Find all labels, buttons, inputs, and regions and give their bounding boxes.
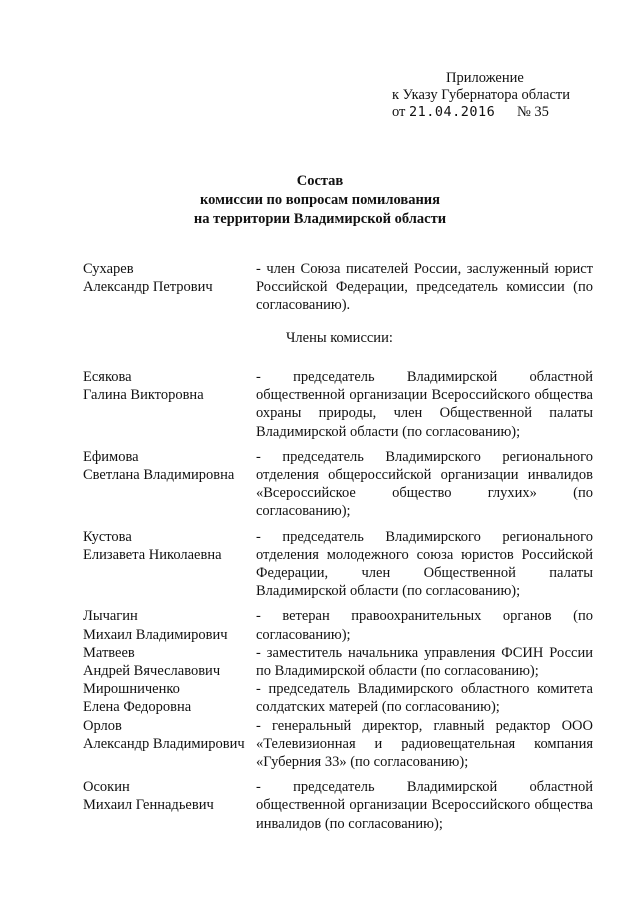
appendix-decree-ref: к Указу Губернатора области	[392, 87, 570, 103]
title-line-2: комиссии по вопросам помилования	[199, 192, 441, 208]
member-surname: Лычагин	[83, 608, 138, 625]
member-given-names: Галина Викторовна	[83, 387, 204, 404]
member-entry	[83, 644, 593, 680]
member-given-names: Елизавета Николаевна	[83, 546, 222, 563]
member-name	[83, 528, 256, 601]
date-prefix: от	[392, 104, 406, 120]
member-surname: Матвеев	[83, 644, 135, 661]
member-given-names: Елена Федоровна	[83, 699, 192, 716]
member-description: - генеральный директор, главный редактор ООО «Телевизионная и радиовещательная компания «Губерния 33» (по согласованию);	[256, 717, 593, 771]
members-list	[83, 368, 593, 833]
member-entry	[83, 368, 593, 441]
member-entry	[83, 680, 593, 716]
chair-description: - член Союза писателей России, заслуженный юрист Российской Федерации, председатель комиссии (по согласованию).	[256, 261, 593, 314]
member-surname: Мирошниченко	[83, 681, 180, 698]
member-given-names: Андрей Вячеславович	[83, 663, 221, 680]
appendix-label: Приложение	[446, 70, 524, 86]
decree-number: № 35	[516, 104, 549, 120]
member-name	[83, 717, 256, 772]
document-title	[0, 172, 640, 229]
title-line-3: на территории Владимирской области	[193, 211, 447, 227]
decree-date: 21.04.2016	[409, 104, 496, 120]
member-description: - председатель Владимирского регионального отделения общероссийской организации инвалидов «Всероссийское общество глухих» (по согласованию);	[256, 448, 593, 520]
member-surname: Кустова	[83, 528, 132, 545]
chair-given-names: Александр Петрович	[83, 279, 213, 296]
member-entry	[83, 448, 593, 521]
member-name	[83, 368, 256, 441]
member-description: - председатель Владимирского регионального отделения молодежного союза юристов Российской Федерации, член Общественной палаты Владимирской области (по согласованию);	[256, 528, 593, 600]
member-description: - заместитель начальника управления ФСИН России по Владимирской области (по согласованию);	[256, 644, 593, 680]
member-given-names: Светлана Владимировна	[83, 467, 235, 484]
member-surname: Ефимова	[83, 448, 139, 465]
member-description: - председатель Владимирской областной общественной организации Всероссийского общества инвалидов (по согласованию);	[256, 779, 593, 832]
member-description: - ветеран правоохранительных органов (по согласованию);	[256, 608, 593, 643]
member-description: - председатель Владимирского областного комитета солдатских матерей (по согласованию);	[256, 681, 593, 716]
member-entry	[83, 607, 593, 643]
member-name	[83, 448, 256, 521]
member-given-names: Александр Владимирович	[83, 735, 245, 752]
members-heading: Члены комиссии:	[286, 330, 393, 346]
appendix-date-line	[392, 104, 592, 121]
member-name	[83, 680, 256, 716]
chair-surname: Сухарев	[83, 261, 134, 277]
chair-entry	[83, 260, 593, 315]
appendix-header	[392, 70, 592, 121]
member-name	[83, 778, 256, 833]
member-name	[83, 607, 256, 643]
chair-name	[83, 260, 256, 315]
member-surname: Есякова	[83, 369, 132, 385]
member-surname: Орлов	[83, 717, 122, 734]
member-surname: Осокин	[83, 779, 130, 796]
member-entry	[83, 778, 593, 833]
title-line-1: Состав	[296, 173, 344, 189]
member-given-names: Михаил Геннадьевич	[83, 797, 214, 814]
member-entry	[83, 528, 593, 601]
member-entry	[83, 717, 593, 772]
member-name	[83, 644, 256, 680]
member-given-names: Михаил Владимирович	[83, 626, 228, 643]
member-description: - председатель Владимирской областной общественной организации Всероссийского общества охраны природы, член Общественной палаты Владимирской области (по согласованию);	[256, 369, 593, 440]
